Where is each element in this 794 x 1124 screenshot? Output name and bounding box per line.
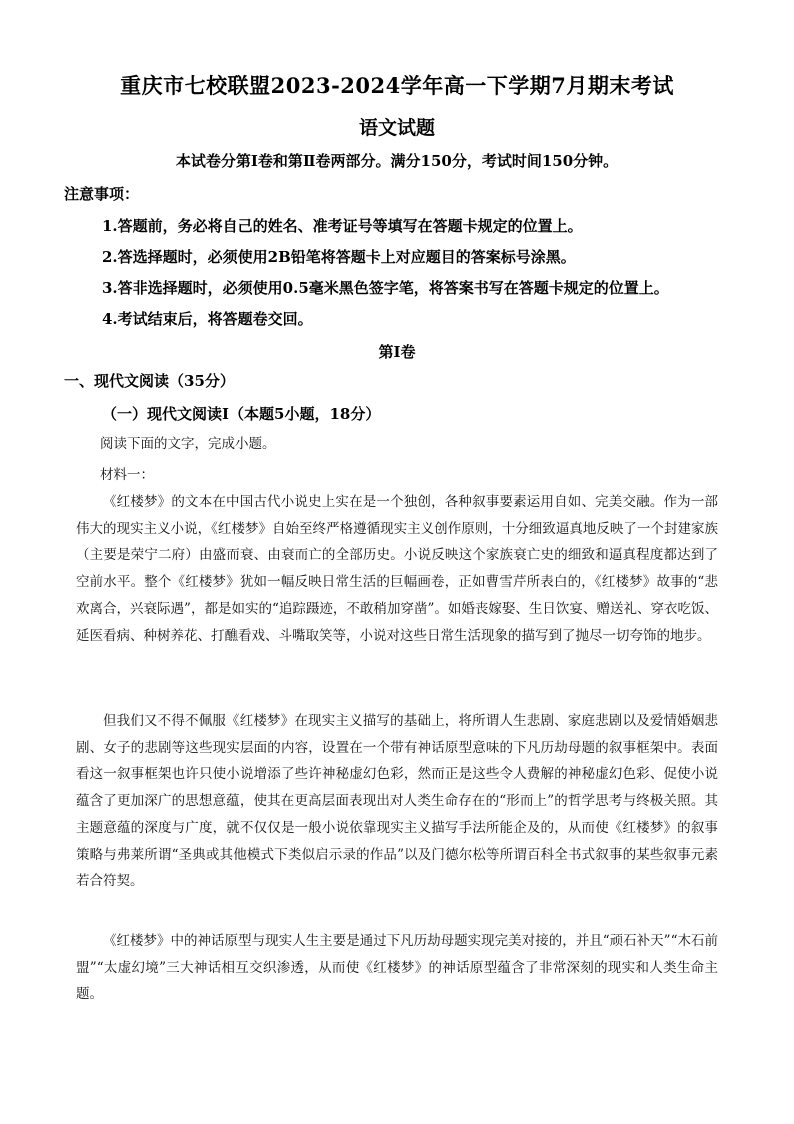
passage-paragraph: 《红楼梦》中的神话原型与现实人生主要是通过下凡历劫母题实现完美对接的，并且“顽石补天”“木石前盟”“太虚幻境”三大神话相互交织渗透，从而使《红楼梦》的神话原型蕴含了非常深刻的现实和人类生命主题。 (76, 933, 718, 1003)
subsection-heading: （一）现代文阅读Ⅰ（本题5小题，18分） (102, 405, 381, 423)
material-label: 材料一： (100, 467, 154, 483)
passage-paragraph: 但我们又不得不佩服《红楼梦》在现实主义描写的基础上，将所谓人生悲剧、家庭悲剧以及爱情婚姻悲剧、女子的悲剧等这些现实层面的内容，设置在一个带有神话原型意味的下凡历劫母题的叙事框架中。表面看这一叙事框架也许只使小说增添了些许神秘虚幻色彩，然而正是这些令人费解的神秘虚幻色彩、促使小说蕴含了更加深广的思想意蕴，使其在更高层面表现出对人类生命存在的“形而上”的哲学思考与终极关照。其主题意蕴的深度与广度，就不仅仅是一般小说依靠现实主义描写手法所能企及的，从而使《红楼梦》的叙事策略与弗莱所谓“圣典或其他模式下类似启示录的作品”以及门德尔松等所谓百科全书式叙事的某些叙事元素若合符契。 (76, 713, 718, 890)
exam-subtitle: 语文试题 (358, 117, 435, 139)
notice-item: 3.答非选择题时，必须使用0.5毫米黑色签字笔，将答案书写在答题卡规定的位置上。 (102, 279, 669, 297)
notice-item: 1.答题前，务必将自己的姓名、准考证号等填写在答题卡规定的位置上。 (102, 217, 583, 235)
passage-paragraph: 《红楼梦》的文本在中国古代小说史上实在是一个独创，各种叙事要素运用自如、完美交融。作为一部伟大的现实主义小说，《红楼梦》自始至终严格遵循现实主义创作原则，十分细致逼真地反映了一个封建家族（主要是荣宁二府）由盛而衰、由衰而亡的全部历史。小说反映这个家族衰亡史的细致和逼真程度都达到了空前水平。整个《红楼梦》犹如一幅反映日常生活的巨幅画卷，正如曹雪芹所表白的，《红楼梦》故事的“悲欢离合，兴衰际遇”，都是如实的“追踪蹑迹，不敢稍加穿凿”。如婚丧嫁娶、生日饮宴、赠送礼、穿衣吃饭、延医看病、种树养花、打醮看戏、斗嘴取笑等，小说对这些日常生活现象的描写到了抛尽一切夸饰的地步。 (76, 494, 718, 644)
notice-item: 2.答选择题时，必须使用2B铅笔将答题卡上对应题目的答案标号涂黑。 (102, 248, 576, 266)
notice-heading: 注意事项： (64, 185, 140, 203)
volume-heading: 第Ⅰ卷 (378, 343, 416, 361)
section-heading: 一、现代文阅读（35分） (64, 372, 235, 390)
exam-title: 重庆市七校联盟2023-2024学年高一下学期7月期末考试 (120, 73, 674, 98)
exam-intro: 本试卷分第Ⅰ卷和第Ⅱ卷两部分。满分150分，考试时间150分钟。 (175, 152, 619, 170)
notice-item: 4.考试结束后，将答题卷交回。 (102, 310, 313, 328)
reading-instruction: 阅读下面的文字，完成小题。 (100, 436, 276, 452)
